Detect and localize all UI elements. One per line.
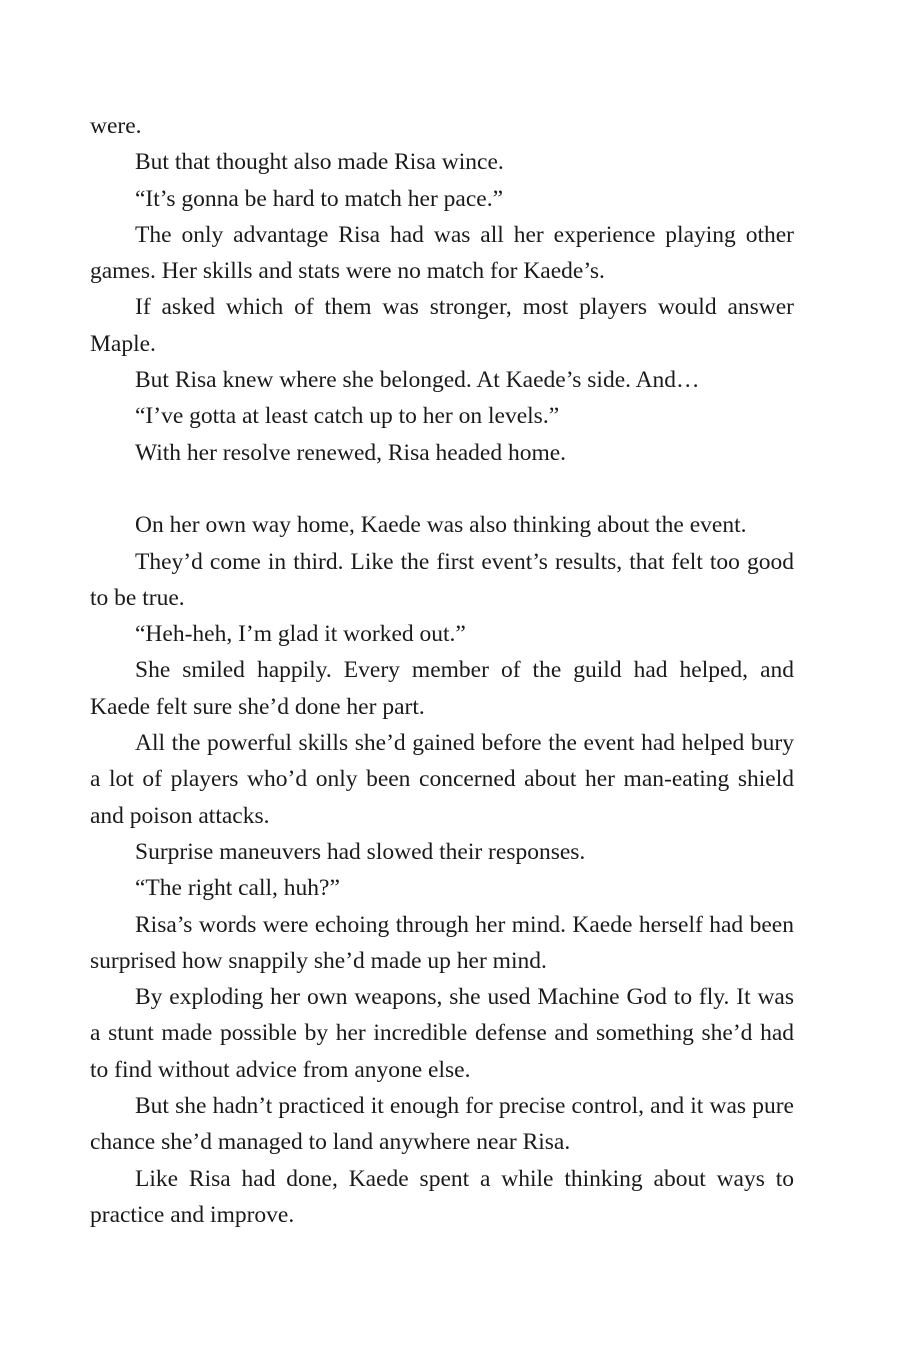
section-top bbox=[90, 108, 794, 471]
paragraph: Surprise maneuvers had slowed their responses. bbox=[135, 838, 586, 865]
paragraph: On her own way home, Kaede was also thinking about the event. bbox=[135, 512, 747, 539]
paragraph: were. bbox=[90, 113, 142, 139]
paragraph: The only advantage Risa had was all her experience playing other games. Her skills and stats were no match for Kaede’s. bbox=[90, 221, 794, 285]
paragraph: All the powerful skills she’d gained before the event had helped bury a lot of players who’d only been concerned about her man-eating shield and poison attacks. bbox=[90, 730, 794, 829]
paragraph: “The right call, huh?” bbox=[135, 875, 340, 902]
paragraph: But Risa knew where she belonged. At Kaede’s side. And… bbox=[135, 367, 700, 394]
paragraph: If asked which of them was stronger, most players would answer Maple. bbox=[90, 294, 794, 357]
paragraph: “It’s gonna be hard to match her pace.” bbox=[135, 185, 504, 212]
paragraph: But that thought also made Risa wince. bbox=[135, 149, 504, 176]
paragraph: They’d come in third. Like the first event’s results, that felt too good to be true. bbox=[90, 548, 794, 611]
paragraph: “I’ve gotta at least catch up to her on levels.” bbox=[135, 403, 560, 430]
paragraph: By exploding her own weapons, she used Machine God to fly. It was a stunt made possible by her incredible defense and something she’d had to find without advice from anyone else. bbox=[90, 984, 794, 1083]
paragraph: She smiled happily. Every member of the guild had helped, and Kaede felt sure she’d done her part. bbox=[90, 657, 794, 720]
book-page bbox=[90, 108, 794, 1233]
paragraph: Like Risa had done, Kaede spent a while thinking about ways to practice and improve. bbox=[90, 1165, 794, 1228]
paragraph: “Heh-heh, I’m glad it worked out.” bbox=[135, 621, 466, 648]
scene-break bbox=[90, 471, 794, 507]
paragraph: With her resolve renewed, Risa headed home. bbox=[135, 439, 567, 466]
paragraph: Risa’s words were echoing through her mind. Kaede herself had been surprised how snappily she’d made up her mind. bbox=[90, 911, 794, 974]
paragraph: But she hadn’t practiced it enough for precise control, and it was pure chance she’d managed to land anywhere near Risa. bbox=[90, 1093, 794, 1156]
section-bottom bbox=[90, 507, 794, 1233]
